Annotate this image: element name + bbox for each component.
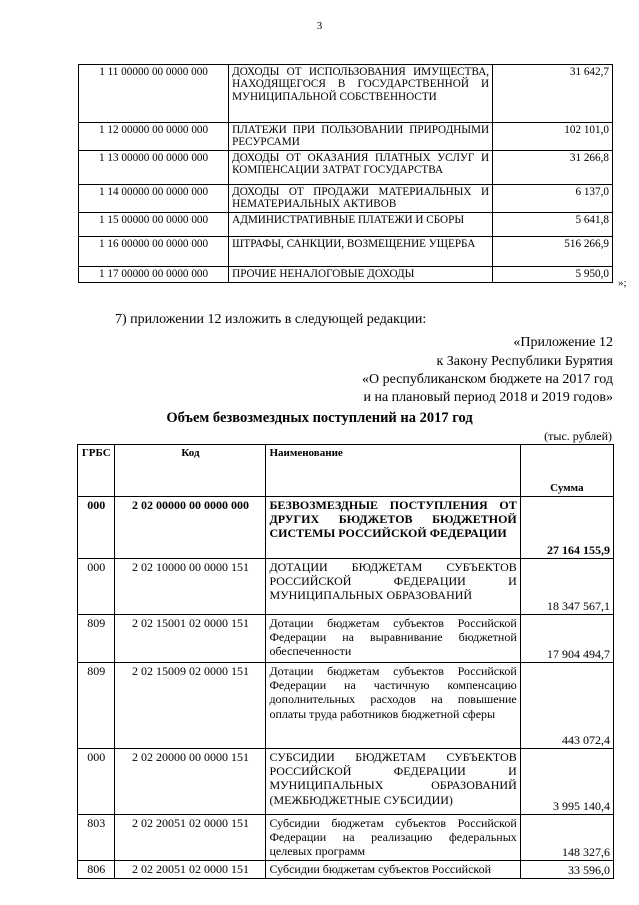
cell-sum: 27 164 155,9 bbox=[520, 497, 613, 559]
table-row bbox=[78, 663, 614, 749]
cell-sum: 3 995 140,4 bbox=[520, 749, 613, 815]
table-row bbox=[78, 615, 614, 663]
cell-name: ПЛАТЕЖИ ПРИ ПОЛЬЗОВАНИИ ПРИРОДНЫМИ РЕСУРСАМИ bbox=[229, 123, 493, 151]
cell-name: Субсидии бюджетам субъектов Российской bbox=[266, 861, 520, 879]
table-row bbox=[79, 266, 613, 282]
cell-name: ПРОЧИЕ НЕНАЛОГОВЫЕ ДОХОДЫ bbox=[229, 266, 493, 282]
cell-name: СУБСИДИИ БЮДЖЕТАМ СУБЪЕКТОВ РОССИЙСКОЙ ФЕДЕРАЦИИ И МУНИЦИПАЛЬНЫХ ОБРАЗОВАНИЙ (МЕЖБЮДЖЕТНЫЕ СУБСИДИИ) bbox=[266, 749, 520, 815]
appendix-heading-line-1: «Приложение 12 bbox=[513, 335, 613, 350]
table-row bbox=[79, 123, 613, 151]
cell-sum: 6 137,0 bbox=[493, 184, 613, 212]
cell-sum: 102 101,0 bbox=[493, 123, 613, 151]
cell-name: ДОХОДЫ ОТ ИСПОЛЬЗОВАНИЯ ИМУЩЕСТВА, НАХОДЯЩЕГОСЯ В ГОСУДАРСТВЕННОЙ И МУНИЦИПАЛЬНОЙ СОБСТВЕННОСТИ bbox=[229, 65, 493, 123]
cell-grbs: 809 bbox=[78, 663, 115, 749]
appendix-heading-line-3: «О республиканском бюджете на 2017 год bbox=[362, 372, 613, 387]
cell-code: 1 15 00000 00 0000 000 bbox=[79, 212, 229, 236]
cell-grbs: 803 bbox=[78, 815, 115, 861]
cell-sum: 18 347 567,1 bbox=[520, 559, 613, 615]
header-code: Код bbox=[115, 445, 266, 497]
cell-sum: 516 266,9 bbox=[493, 236, 613, 266]
cell-code: 2 02 15009 02 0000 151 bbox=[115, 663, 266, 749]
cell-grbs: 806 bbox=[78, 861, 115, 879]
grants-table-header-row bbox=[78, 445, 614, 497]
table-row bbox=[78, 497, 614, 559]
table-row bbox=[79, 212, 613, 236]
cell-name: АДМИНИСТРАТИВНЫЕ ПЛАТЕЖИ И СБОРЫ bbox=[229, 212, 493, 236]
table-row bbox=[79, 150, 613, 184]
cell-grbs: 000 bbox=[78, 497, 115, 559]
cell-name: Дотации бюджетам субъектов Российской Федерации на выравнивание бюджетной обеспеченности bbox=[266, 615, 520, 663]
table-row bbox=[79, 184, 613, 212]
cell-grbs: 000 bbox=[78, 559, 115, 615]
cell-sum: 17 904 494,7 bbox=[520, 615, 613, 663]
cell-name: ДОТАЦИИ БЮДЖЕТАМ СУБЪЕКТОВ РОССИЙСКОЙ ФЕДЕРАЦИИ И МУНИЦИПАЛЬНЫХ ОБРАЗОВАНИЙ bbox=[266, 559, 520, 615]
cell-code: 2 02 20000 00 0000 151 bbox=[115, 749, 266, 815]
cell-code: 1 17 00000 00 0000 000 bbox=[79, 266, 229, 282]
non-tax-income-table bbox=[78, 64, 613, 283]
table-row bbox=[79, 236, 613, 266]
table-row bbox=[79, 65, 613, 123]
header-sum: Сумма bbox=[520, 445, 613, 497]
units-label: (тыс. рублей) bbox=[544, 429, 612, 443]
cell-code: 1 13 00000 00 0000 000 bbox=[79, 150, 229, 184]
cell-name: ДОХОДЫ ОТ ПРОДАЖИ МАТЕРИАЛЬНЫХ И НЕМАТЕРИАЛЬНЫХ АКТИВОВ bbox=[229, 184, 493, 212]
header-name: Наименование bbox=[266, 445, 520, 497]
cell-code: 1 14 00000 00 0000 000 bbox=[79, 184, 229, 212]
table-row bbox=[78, 815, 614, 861]
non-tax-income-table-body bbox=[79, 65, 613, 283]
cell-code: 1 16 00000 00 0000 000 bbox=[79, 236, 229, 266]
cell-code: 2 02 00000 00 0000 000 bbox=[115, 497, 266, 559]
header-grbs: ГРБС bbox=[78, 445, 115, 497]
cell-grbs: 000 bbox=[78, 749, 115, 815]
appendix-heading-line-2: к Закону Республики Бурятия bbox=[436, 354, 613, 369]
cell-sum: 31 266,8 bbox=[493, 150, 613, 184]
table-row bbox=[78, 559, 614, 615]
table-row bbox=[78, 861, 614, 879]
table-title: Объем безвозмездных поступлений на 2017 год bbox=[166, 410, 473, 426]
cell-code: 2 02 20051 02 0000 151 bbox=[115, 861, 266, 879]
cell-code: 2 02 10000 00 0000 151 bbox=[115, 559, 266, 615]
appendix-heading-line-4: и на плановый период 2018 и 2019 годов» bbox=[363, 390, 613, 405]
cell-code: 1 12 00000 00 0000 000 bbox=[79, 123, 229, 151]
cell-grbs: 809 bbox=[78, 615, 115, 663]
table-row bbox=[78, 749, 614, 815]
cell-name: ДОХОДЫ ОТ ОКАЗАНИЯ ПЛАТНЫХ УСЛУГ И КОМПЕНСАЦИИ ЗАТРАТ ГОСУДАРСТВА bbox=[229, 150, 493, 184]
cell-sum: 33 596,0 bbox=[520, 861, 613, 879]
cell-sum: 31 642,7 bbox=[493, 65, 613, 123]
cell-sum: 443 072,4 bbox=[520, 663, 613, 749]
cell-name: ШТРАФЫ, САНКЦИИ, ВОЗМЕЩЕНИЕ УЩЕРБА bbox=[229, 236, 493, 266]
cell-code: 2 02 15001 02 0000 151 bbox=[115, 615, 266, 663]
cell-sum: 5 950,0 bbox=[493, 266, 613, 282]
amendment-paragraph: 7) приложении 12 изложить в следующей редакции: bbox=[115, 312, 427, 327]
grants-table bbox=[77, 444, 614, 879]
cell-name: БЕЗВОЗМЕЗДНЫЕ ПОСТУПЛЕНИЯ ОТ ДРУГИХ БЮДЖЕТОВ БЮДЖЕТНОЙ СИСТЕМЫ РОССИЙСКОЙ ФЕДЕРАЦИИ bbox=[266, 497, 520, 559]
page-number: 3 bbox=[316, 20, 323, 32]
cell-code: 2 02 20051 02 0000 151 bbox=[115, 815, 266, 861]
cell-code: 1 11 00000 00 0000 000 bbox=[79, 65, 229, 123]
cell-sum: 5 641,8 bbox=[493, 212, 613, 236]
grants-table-body bbox=[78, 497, 614, 879]
cell-name: Дотации бюджетам субъектов Российской Федерации на частичную компенсацию дополнительных расходов на повышение оплаты труда работников бюджетной сферы bbox=[266, 663, 520, 749]
cell-sum: 148 327,6 bbox=[520, 815, 613, 861]
table-closing-mark: »; bbox=[618, 277, 627, 289]
cell-name: Субсидии бюджетам субъектов Российской Федерации на реализацию федеральных целевых программ bbox=[266, 815, 520, 861]
